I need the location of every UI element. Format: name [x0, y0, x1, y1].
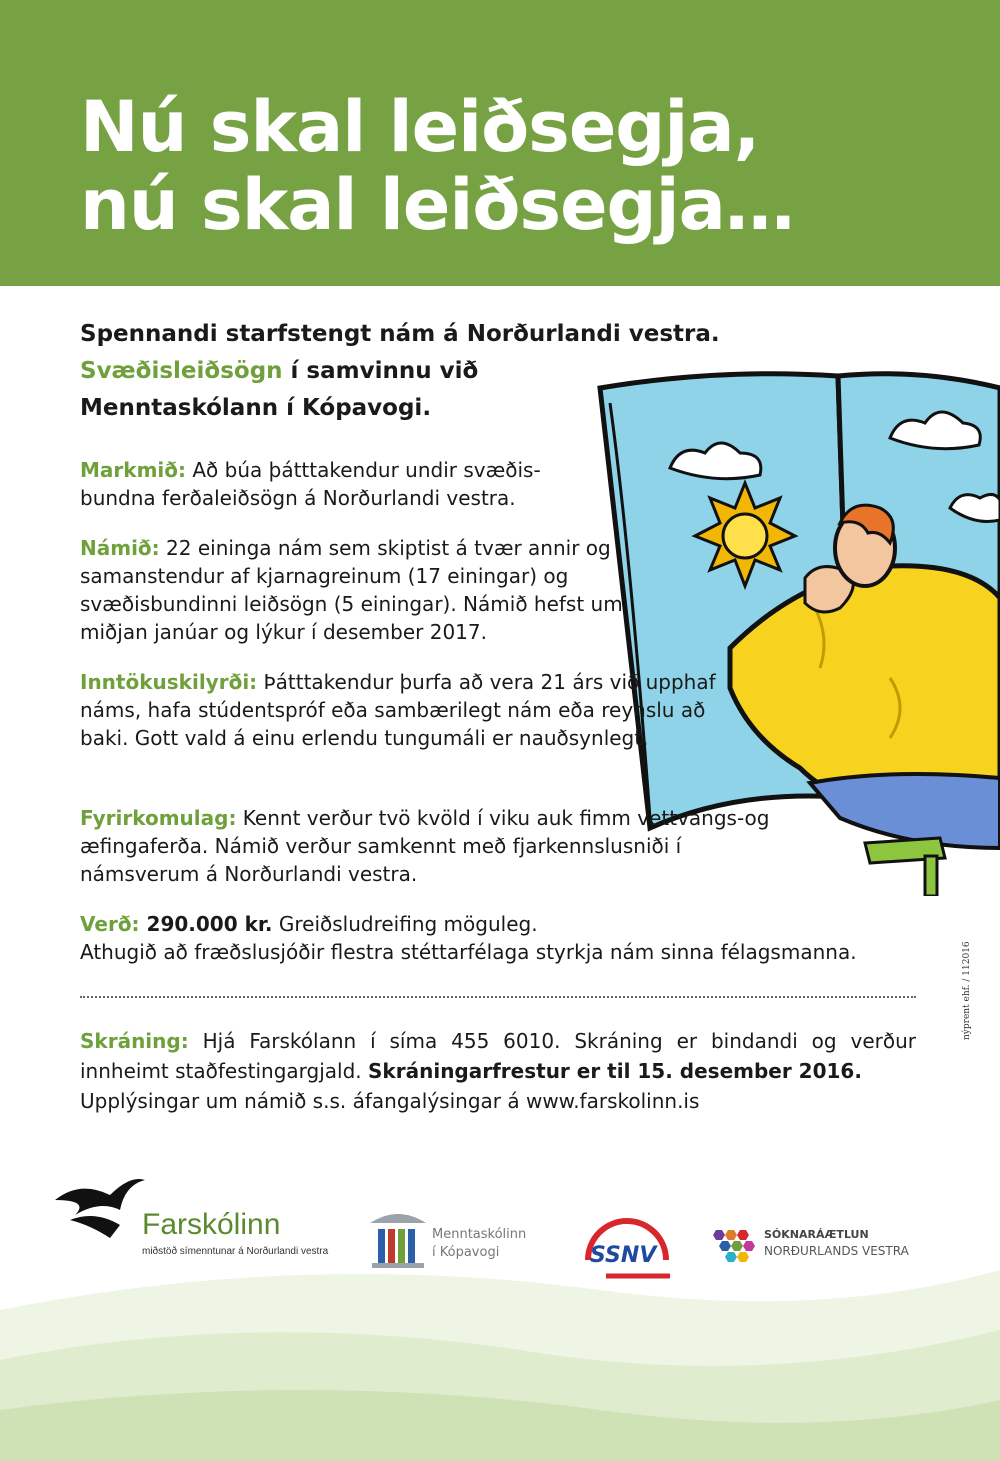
fyrirkomulag-label: Fyrirkomulag:	[80, 806, 237, 830]
mk-line-1: Menntaskólinn	[432, 1227, 527, 1242]
verd-text-1: Greiðsludreifing möguleg.	[272, 912, 538, 936]
title-line-1: Nú skal leiðsegja,	[80, 86, 760, 168]
registration-block	[80, 1026, 916, 1116]
registration-deadline: Skráningarfrestur er til 15. desember 2016.	[368, 1059, 862, 1083]
section-namid	[80, 534, 640, 646]
registration-label: Skráning:	[80, 1029, 189, 1053]
verd-text-2: Athugið að fræðslusjóðir flestra stéttarfélaga styrkja nám sinna félagsmanna.	[80, 940, 857, 964]
mk-line-2: í Kópavogi	[432, 1245, 500, 1260]
sokn-line-2: NORÐURLANDS VESTRA	[764, 1244, 909, 1258]
ssnv-logo	[578, 1200, 673, 1282]
green-wave-background	[0, 1250, 1000, 1461]
printer-note: nýprent ehf. / 112016	[962, 941, 972, 1040]
menntaskolinn-logo	[368, 1205, 548, 1275]
registration-text-1: Hjá Farskólann í síma 455 6010. Skráning er bindandi og verður innheimt staðfestingargjald.	[80, 1029, 916, 1083]
dotted-divider	[80, 996, 916, 998]
ssnv-text: SSNV	[590, 1243, 657, 1268]
intro-line-1: Spennandi starfstengt nám á Norðurlandi vestra.	[80, 321, 720, 347]
intro-line-3: Menntaskólann í Kópavogi.	[80, 395, 432, 421]
hexagon-cluster-icon	[708, 1226, 760, 1266]
page-title	[80, 88, 794, 244]
section-verd	[80, 910, 930, 966]
sun-icon	[695, 483, 795, 586]
farskolinn-name: Farskólinn	[142, 1208, 281, 1241]
intro-highlight: Svæðisleiðsögn	[80, 358, 283, 384]
verd-price: 290.000 kr.	[139, 912, 273, 936]
title-line-2: nú skal leiðsegja…	[80, 164, 794, 246]
fyrirkomulag-text: Kennt verður tvö kvöld í viku auk fimm vettvangs-og æfingaferða. Námið verður samkennt með fjarkennslusniði í námsverum á Norðurlandi vestra.	[80, 806, 770, 886]
section-fyrirkomulag	[80, 804, 790, 888]
section-markmid	[80, 456, 590, 512]
farskolinn-subtitle: miðstöð símenntunar á Norðurlandi vestra	[142, 1246, 329, 1257]
soknaraaetlun-logo	[708, 1222, 923, 1272]
markmid-label: Markmið:	[80, 458, 186, 482]
section-inntoku	[80, 668, 760, 752]
namid-label: Námið:	[80, 536, 160, 560]
inntoku-label: Inntökuskilyrði:	[80, 670, 258, 694]
namid-text: 22 eininga nám sem skiptist á tvær annir og samanstendur af kjarnagreinum (17 einingar) og svæðisbundinni leiðsögn (5 einingar). Námið hefst um miðjan janúar og lýkur í desember 2017.	[80, 536, 623, 644]
ssnv-emblem-icon	[578, 1200, 673, 1282]
book-birds-icon	[50, 1170, 150, 1240]
sokn-line-1: SÓKNARÁÆTLUN	[764, 1228, 869, 1241]
registration-text-2: Upplýsingar um námið s.s. áfangalýsingar á www.farskolinn.is	[80, 1089, 700, 1113]
inntoku-text: Þátttakendur þurfa að vera 21 árs við upphaf náms, hafa stúdentspróf eða sambærilegt nám eða reynslu að baki. Gott vald á einu erlendu tungumáli er nauðsynlegt.	[80, 670, 716, 750]
verd-label: Verð:	[80, 912, 140, 936]
intro-line-2: í samvinnu við	[282, 358, 479, 384]
building-icon	[368, 1205, 428, 1269]
markmid-text: Að búa þátttakendur undir svæðis-bundna ferðaleiðsögn á Norðurlandi vestra.	[80, 458, 541, 510]
farskolinn-logo	[50, 1170, 340, 1265]
